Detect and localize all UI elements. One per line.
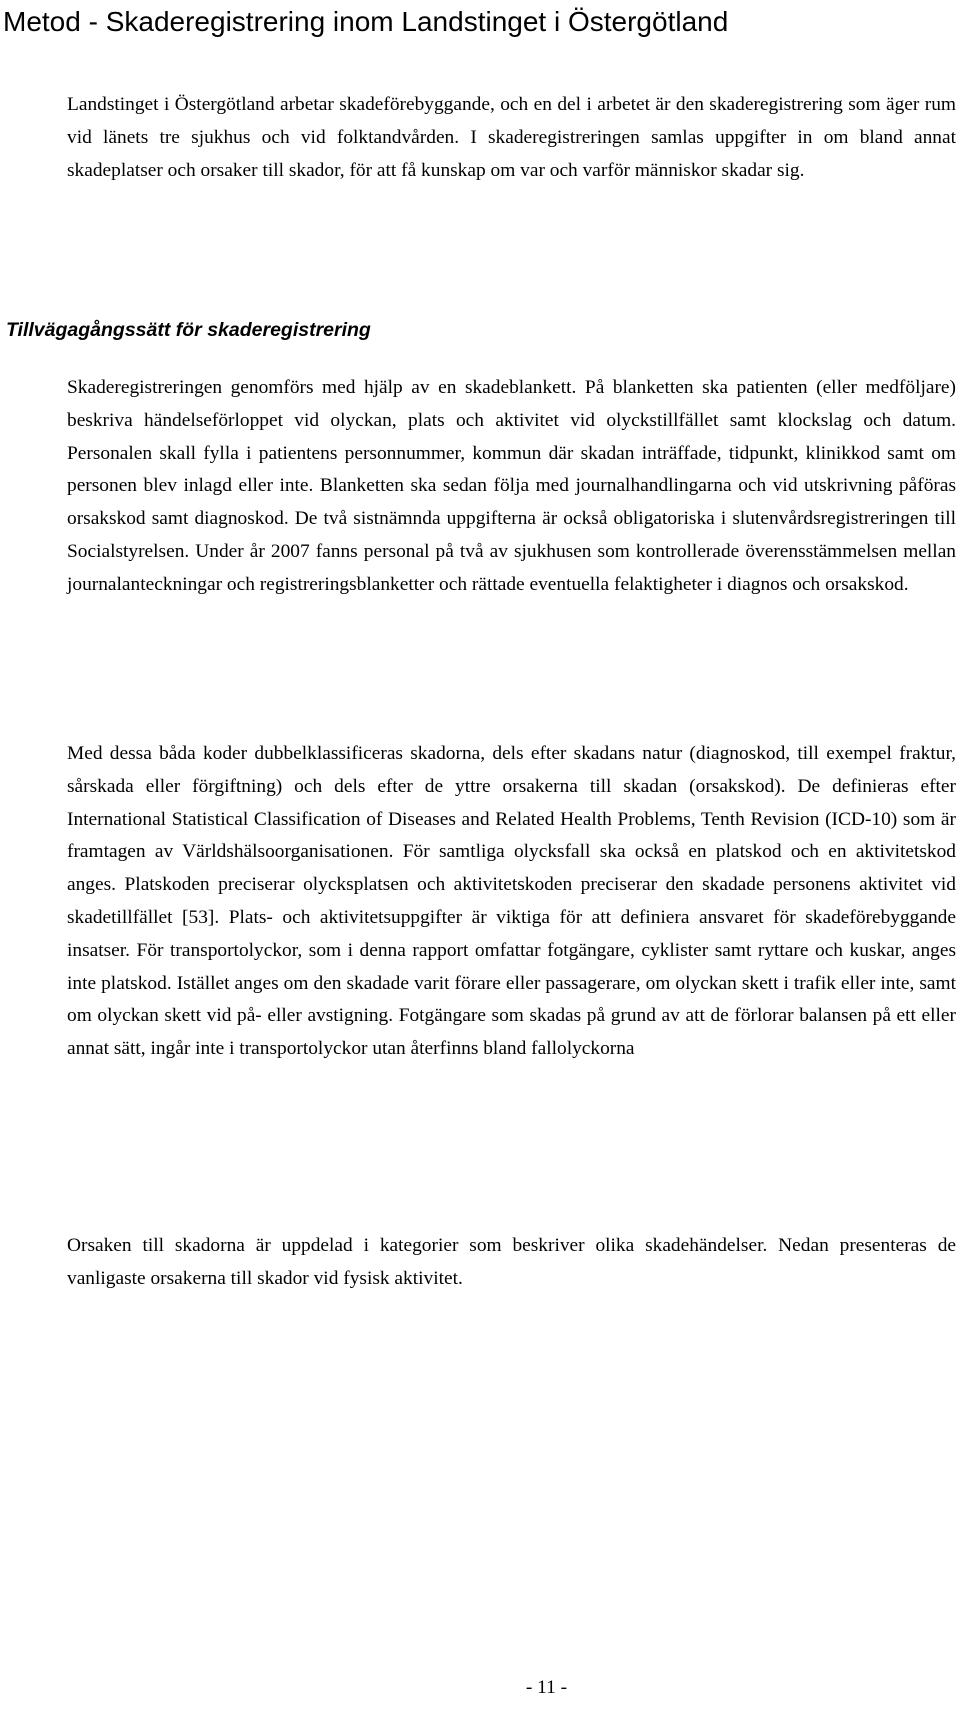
page-number: - 11 - — [525, 1677, 568, 1698]
page-title: Metod - Skaderegistrering inom Landstinget i Östergötland — [3, 6, 729, 37]
paragraph-dual-classification: Med dessa båda koder dubbelklassificeras skadorna, dels efter skadans natur (diagnoskod, till exempel fraktur, sårskada eller förgiftning) och dels efter de yttre orsakerna till skadan (orsakskod). De definieras efter International Statistical Classification of Diseases and Related Health Problems, Tenth Revision (ICD-10) som är framtagen av Världshälsoorganisationen. För samtliga olycksfall ska också en platskod och en aktivitetskod anges. Platskoden preciserar olycksplatsen och aktivitetskoden preciserar den skadade personens aktivitet vid skadetillfället [53]. Plats- och aktivitetsuppgifter är viktiga för att definiera ansvaret för skadeförebyggande insatser. För transportolyckor, som i denna rapport omfattar fotgängare, cyklister samt ryttare och kuskar, anges inte platskod. Istället anges om den skadade varit förare eller passagerare, om olyckan skett i trafik eller inte, samt om olyckan skett vid på- eller avstigning. Fotgängare som skadas på grund av att de förlorar balansen på ett eller annat sätt, ingår inte i transportolyckor utan återfinns bland fallolyckorna — [67, 743, 956, 1060]
paragraph-injury-causes: Orsaken till skadorna är uppdelad i kategorier som beskriver olika skadehändelser. Nedan presenteras de vanligaste orsakerna till skador vid fysisk aktivitet. — [67, 1235, 956, 1289]
intro-paragraph: Landstinget i Östergötland arbetar skadeförebyggande, och en del i arbetet är den skaderegistrering som äger rum vid länets tre sjukhus och vid folktandvården. I skaderegistreringen samlas uppgifter in om bland annat skadeplatser och orsaker till skador, för att få kunskap om var och varför människor skadar sig. — [67, 94, 956, 181]
paragraph-registration-procedure: Skaderegistreringen genomförs med hjälp av en skadeblankett. På blanketten ska patienten (eller medföljare) beskriva händelseförloppet vid olyckan, plats och aktivitet vid olyckstillfället samt klockslag och datum. Personalen skall fylla i patientens personnummer, kommun där skadan inträffade, tidpunkt, klinikkod samt om personen blev inlagd eller inte. Blanketten ska sedan följa med journalhandlingarna och vid utskrivning påföras orsakskod samt diagnoskod. De två sistnämnda uppgifterna är också obligatoriska i slutenvårdsregistreringen till Socialstyrelsen. Under år 2007 fanns personal på två av sjukhusen som kontrollerade överensstämmelsen mellan journalanteckningar och registreringsblanketter och rättade eventuella felaktigheter i diagnos och orsakskod. — [67, 377, 956, 595]
section-heading: Tillvägagångssätt för skaderegistrering — [6, 319, 371, 341]
